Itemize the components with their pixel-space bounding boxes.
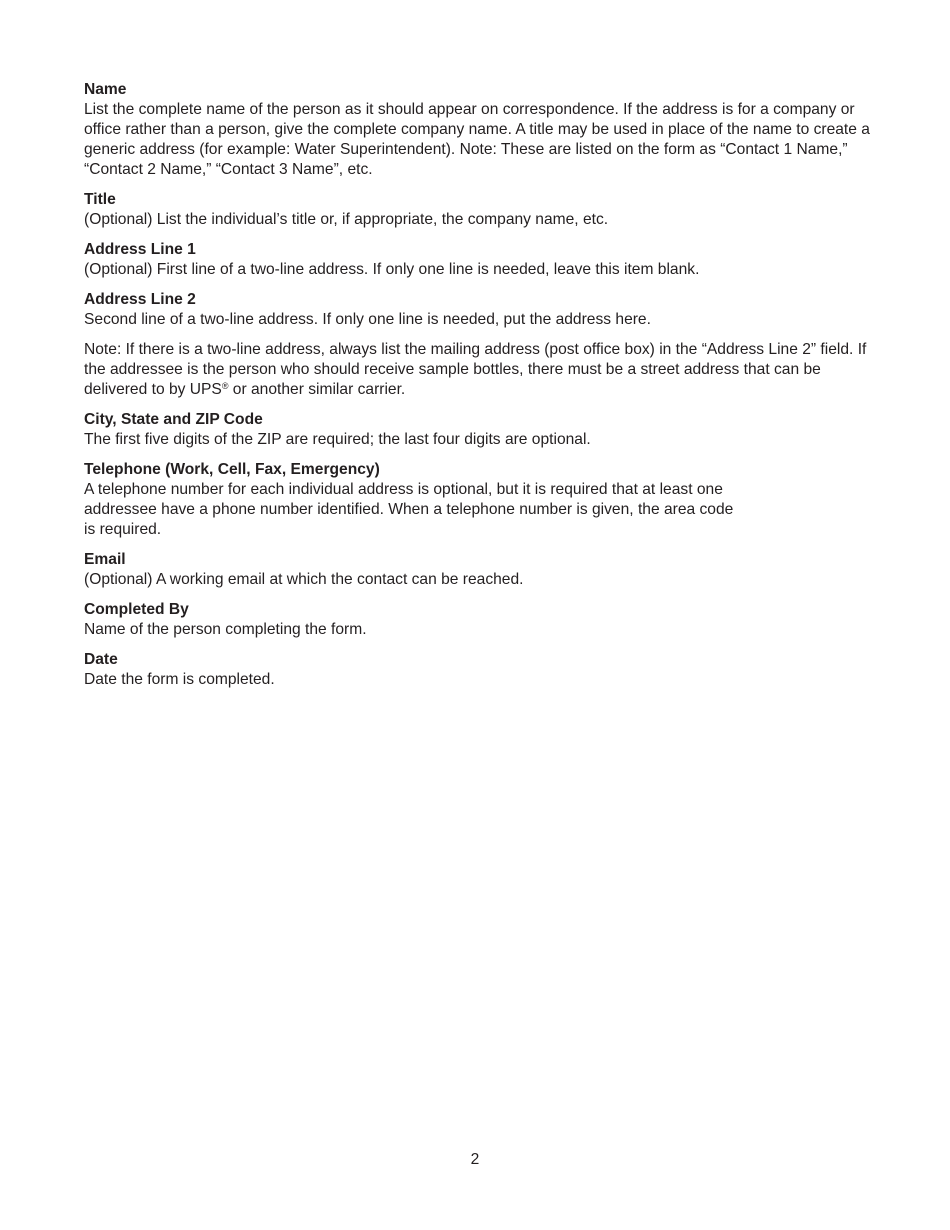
document-body: [84, 80, 884, 700]
section-text: (Optional) First line of a two-line address. If only one line is needed, leave this item blank.: [84, 261, 700, 278]
section-city-state-zip: [84, 410, 884, 450]
note-text-end: or another similar carrier.: [228, 381, 406, 398]
section-address-line-1: [84, 240, 884, 280]
section-text: Second line of a two-line address. If only one line is needed, put the address here.: [84, 311, 651, 328]
section-email: [84, 550, 884, 590]
section-text-line: A telephone number for each individual address is optional, but it is required that at least one: [84, 481, 723, 498]
section-text: The first five digits of the ZIP are required; the last four digits are optional.: [84, 431, 591, 448]
section-heading: Completed By: [84, 601, 189, 618]
section-text: (Optional) List the individual’s title or, if appropriate, the company name, etc.: [84, 211, 609, 228]
section-heading: Address Line 1: [84, 241, 196, 258]
section-heading: City, State and ZIP Code: [84, 411, 263, 428]
section-text: Name of the person completing the form.: [84, 621, 367, 638]
section-heading: Date: [84, 651, 118, 668]
section-title: [84, 190, 884, 230]
note-text: [84, 340, 884, 400]
address-note: [84, 340, 884, 400]
section-text-line: is required.: [84, 521, 162, 538]
registered-mark: ®: [221, 381, 229, 391]
section-date: [84, 650, 884, 690]
section-heading: Telephone (Work, Cell, Fax, Emergency): [84, 461, 380, 478]
section-heading: Name: [84, 81, 127, 98]
section-completed-by: [84, 600, 884, 640]
note-text-main: Note: If there is a two-line address, always list the mailing address (post office box) in the “Address Line 2” field. If the addressee is the person who should receive sample bottles, there must be a street address that can be delivered to by UPS: [84, 341, 867, 398]
section-telephone: [84, 460, 884, 540]
page-number: 2: [470, 1151, 480, 1168]
section-text: (Optional) A working email at which the contact can be reached.: [84, 571, 524, 588]
section-text-line: addressee have a phone number identified. When a telephone number is given, the area code: [84, 501, 734, 518]
section-name: [84, 80, 884, 180]
section-heading: Address Line 2: [84, 291, 196, 308]
section-heading: Email: [84, 551, 126, 568]
section-text: Date the form is completed.: [84, 671, 275, 688]
section-address-line-2: [84, 290, 884, 330]
section-text: List the complete name of the person as it should appear on correspondence. If the address is for a company or office rather than a person, give the complete company name. A title may be used in place of the name to create a generic address (for example: Water Superintendent). Note: These are listed on the form as “Contact 1 Name,” “Contact 2 Name,” “Contact 3 Name”, etc.: [84, 101, 870, 178]
section-heading: Title: [84, 191, 116, 208]
